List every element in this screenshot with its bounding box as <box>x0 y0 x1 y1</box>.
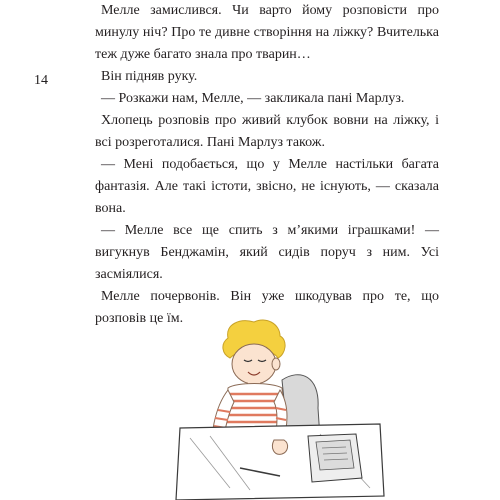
paragraph-4: Хлопець розповів про живий клубок вовни на ліжку, і всі розреготалися. Пані Марлуз також. <box>95 113 439 150</box>
right-hand <box>272 440 287 454</box>
body-text <box>95 0 439 330</box>
paragraph-1: Мелле замислився. Чи варто йому розповісти про минулу ніч? Про те дивне створіння на ліжку? Вчителька теж дуже багато знала про тварин… <box>95 3 439 62</box>
paragraph-2: Він підняв руку. <box>101 69 198 84</box>
paragraph-6: — Мелле все ще спить з м’якими іграшками! — вигукнув Бенджамін, який сидів поруч з ним. Усі засміялися. <box>95 223 439 282</box>
page-number: 14 <box>34 73 48 88</box>
face <box>232 344 276 384</box>
paragraph-7: Мелле почервонів. Він уже шкодував про те, що розповів це їм. <box>95 289 439 326</box>
paragraph-5: — Мені подобається, що у Мелле настільки багата фантазія. Але такі істоти, звісно, не існують, — сказала вона. <box>95 157 439 216</box>
boy-at-desk-illustration <box>170 318 390 500</box>
paragraph-3: — Розкажи нам, Мелле, — закликала пані Марлуз. <box>101 91 405 106</box>
